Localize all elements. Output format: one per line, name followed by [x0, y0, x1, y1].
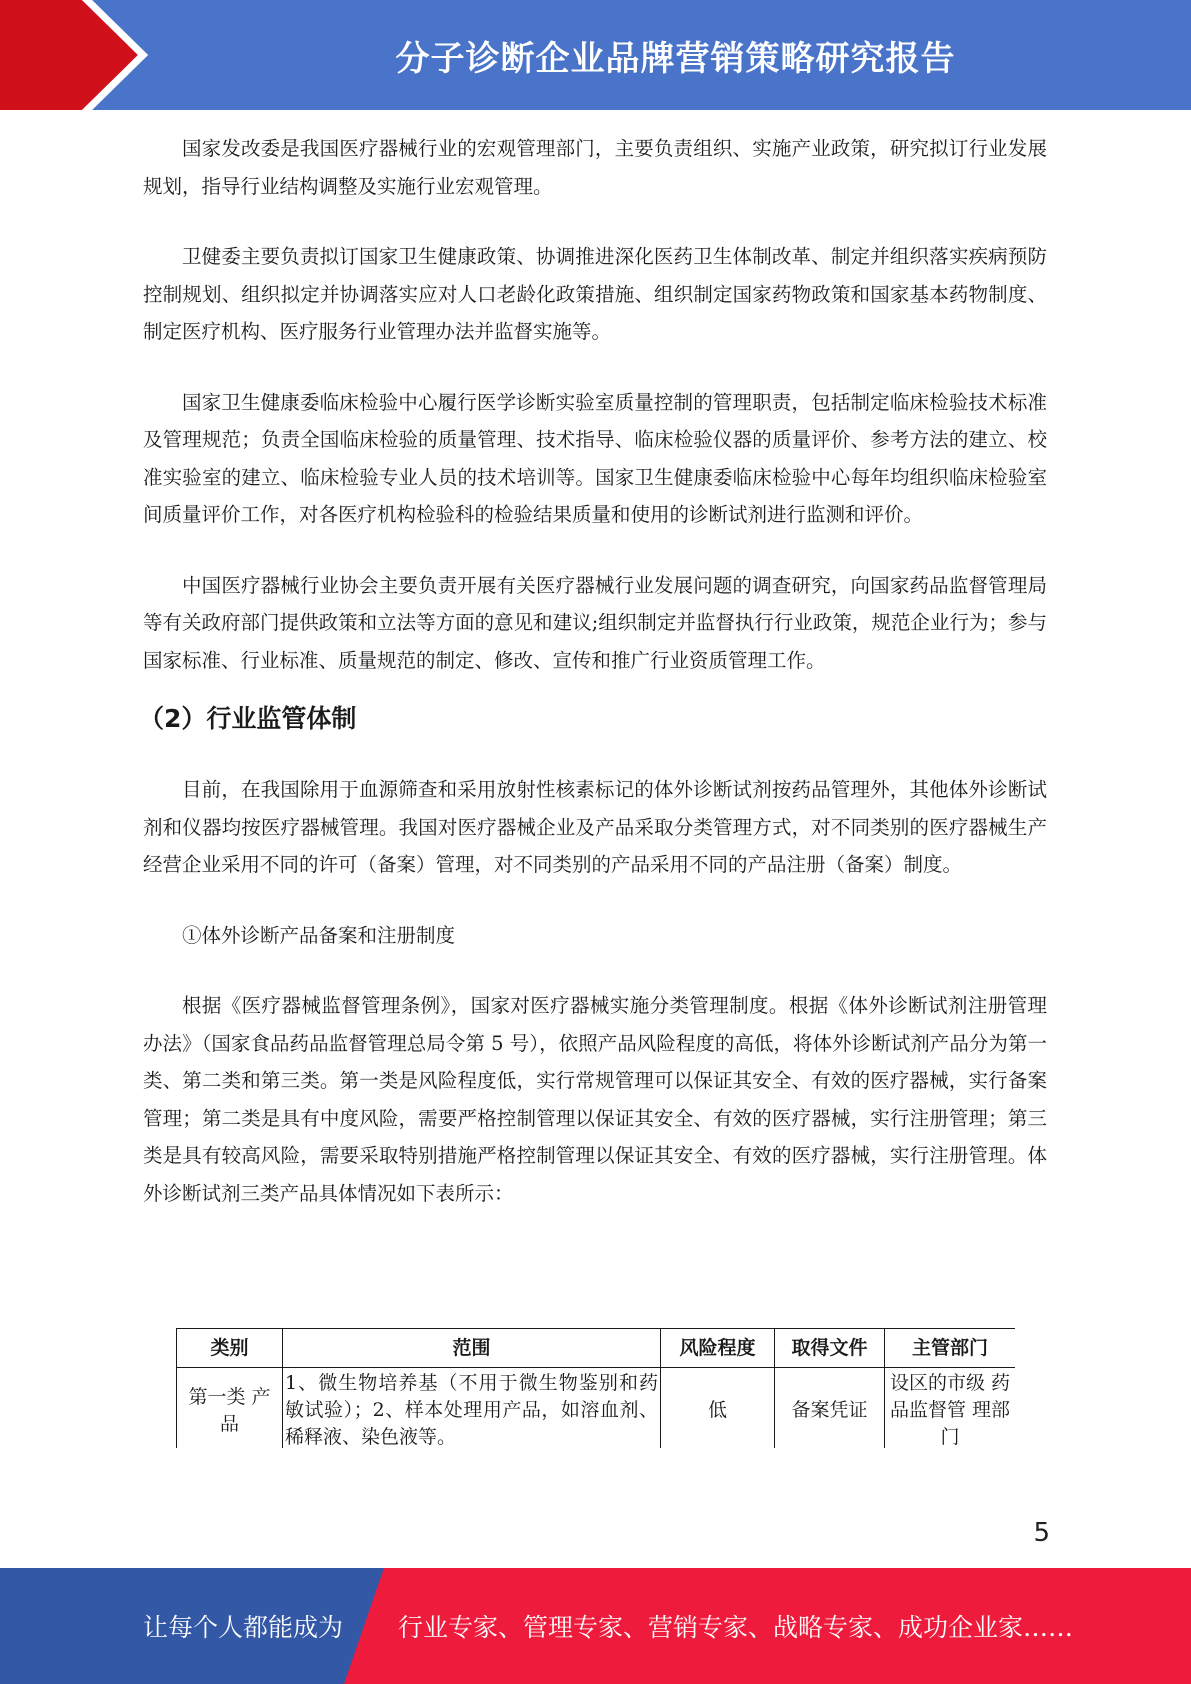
- table-header-category: 类别: [177, 1329, 283, 1368]
- table-cell-document: 备案凭证: [775, 1368, 885, 1449]
- footer-slogan-left: 让每个人都能成为: [143, 1613, 344, 1642]
- table-header-risk: 风险程度: [661, 1329, 775, 1368]
- paragraph-regulatory-system: 目前，在我国除用于血源筛查和采用放射性核素标记的体外诊断试剂按药品管理外，其他体外诊断试剂和仪器均按医疗器械管理。我国对医疗器械企业及产品采取分类管理方式，对不同类别的医疗器械生产经营企业采用不同的许可（备案）管理，对不同类别的产品采用不同的产品注册（备案）制度。: [143, 778, 1047, 876]
- table-header-department: 主管部门: [885, 1329, 1016, 1368]
- paragraph-health-commission: 卫健委主要负责拟订国家卫生健康政策、协调推进深化医药卫生体制改革、制定并组织落实疾病预防控制规划、组织拟定并协调落实应对人口老龄化政策措施、组织制定国家药物政策和国家基本药物制度、制定医疗机构、医疗服务行业管理办法并监督实施等。: [143, 245, 1047, 343]
- sub-heading: ①体外诊断产品备案和注册制度: [182, 923, 456, 947]
- paragraph-industry-association: 中国医疗器械行业协会主要负责开展有关医疗器械行业发展问题的调查研究，向国家药品监督管理局等有关政府部门提供政策和立法等方面的意见和建议;组织制定并监督执行行业政策，规范企业行为；参与国家标准、行业标准、质量规范的制定、修改、宣传和推广行业资质管理工作。: [143, 573, 1047, 672]
- table-cell-risk: 低: [661, 1368, 775, 1449]
- paragraph-ndrc: 国家发改委是我国医疗器械行业的宏观管理部门，主要负责组织、实施产业政策，研究拟订行业发展规划，指导行业结构调整及实施行业宏观管理。: [143, 137, 1047, 198]
- paragraph-clinical-lab-center: 国家卫生健康委临床检验中心履行医学诊断实验室质量控制的管理职责，包括制定临床检验技术标准及管理规范；负责全国临床检验的质量管理、技术指导、临床检验仪器的质量评价、参考方法的建立、校准实验室的建立、临床检验专业人员的技术培训等。国家卫生健康委临床检验中心每年均组织临床检验室间质量评价工作，对各医疗机构检验科的检验结果质量和使用的诊断试剂进行监测和评价。: [143, 390, 1047, 526]
- table-header-scope: 范围: [283, 1329, 661, 1368]
- table-cell-scope: 1、微生物培养基（不用于微生物鉴别和药敏试验）；2、样本处理用产品，如溶血剂、稀释液、染色液等。: [283, 1368, 661, 1449]
- paragraph-registration-system: 根据《医疗器械监督管理条例》，国家对医疗器械实施分类管理制度。根据《体外诊断试剂注册管理办法》（国家食品药品监督管理总局令第 5 号），依照产品风险程度的高低，将体外诊断试剂产品分为第一类、第二类和第三类。第一类是风险程度低，实行常规管理可以保证其安全、有效的医疗器械，实行备案管理；第二类是具有中度风险，需要严格控制管理以保证其安全、有效的医疗器械，实行注册管理；第三类是具有较高风险，需要采取特别措施严格控制管理以保证其安全、有效的医疗器械，实行注册管理。体外诊断试剂三类产品具体情况如下表所示：: [143, 994, 1047, 1205]
- table-cell-category: 第一类 产品: [177, 1368, 283, 1449]
- table-cell-department: 设区的市级 药品监督管 理部门: [885, 1368, 1016, 1449]
- table-header-document: 取得文件: [775, 1329, 885, 1368]
- main-content: [139, 130, 1047, 1212]
- classification-table: [176, 1328, 1015, 1448]
- table-row: [177, 1368, 1016, 1449]
- footer-slogan-right: 行业专家、管理专家、营销专家、战略专家、成功企业家……: [398, 1613, 1074, 1642]
- report-title: 分子诊断企业品牌营销策略研究报告: [395, 38, 956, 79]
- page-header: [0, 0, 1191, 110]
- table-header-row: [177, 1329, 1016, 1368]
- page-footer: [0, 1568, 1191, 1684]
- page-number: 5: [1033, 1518, 1050, 1548]
- section-heading: （2）行业监管体制: [139, 704, 357, 733]
